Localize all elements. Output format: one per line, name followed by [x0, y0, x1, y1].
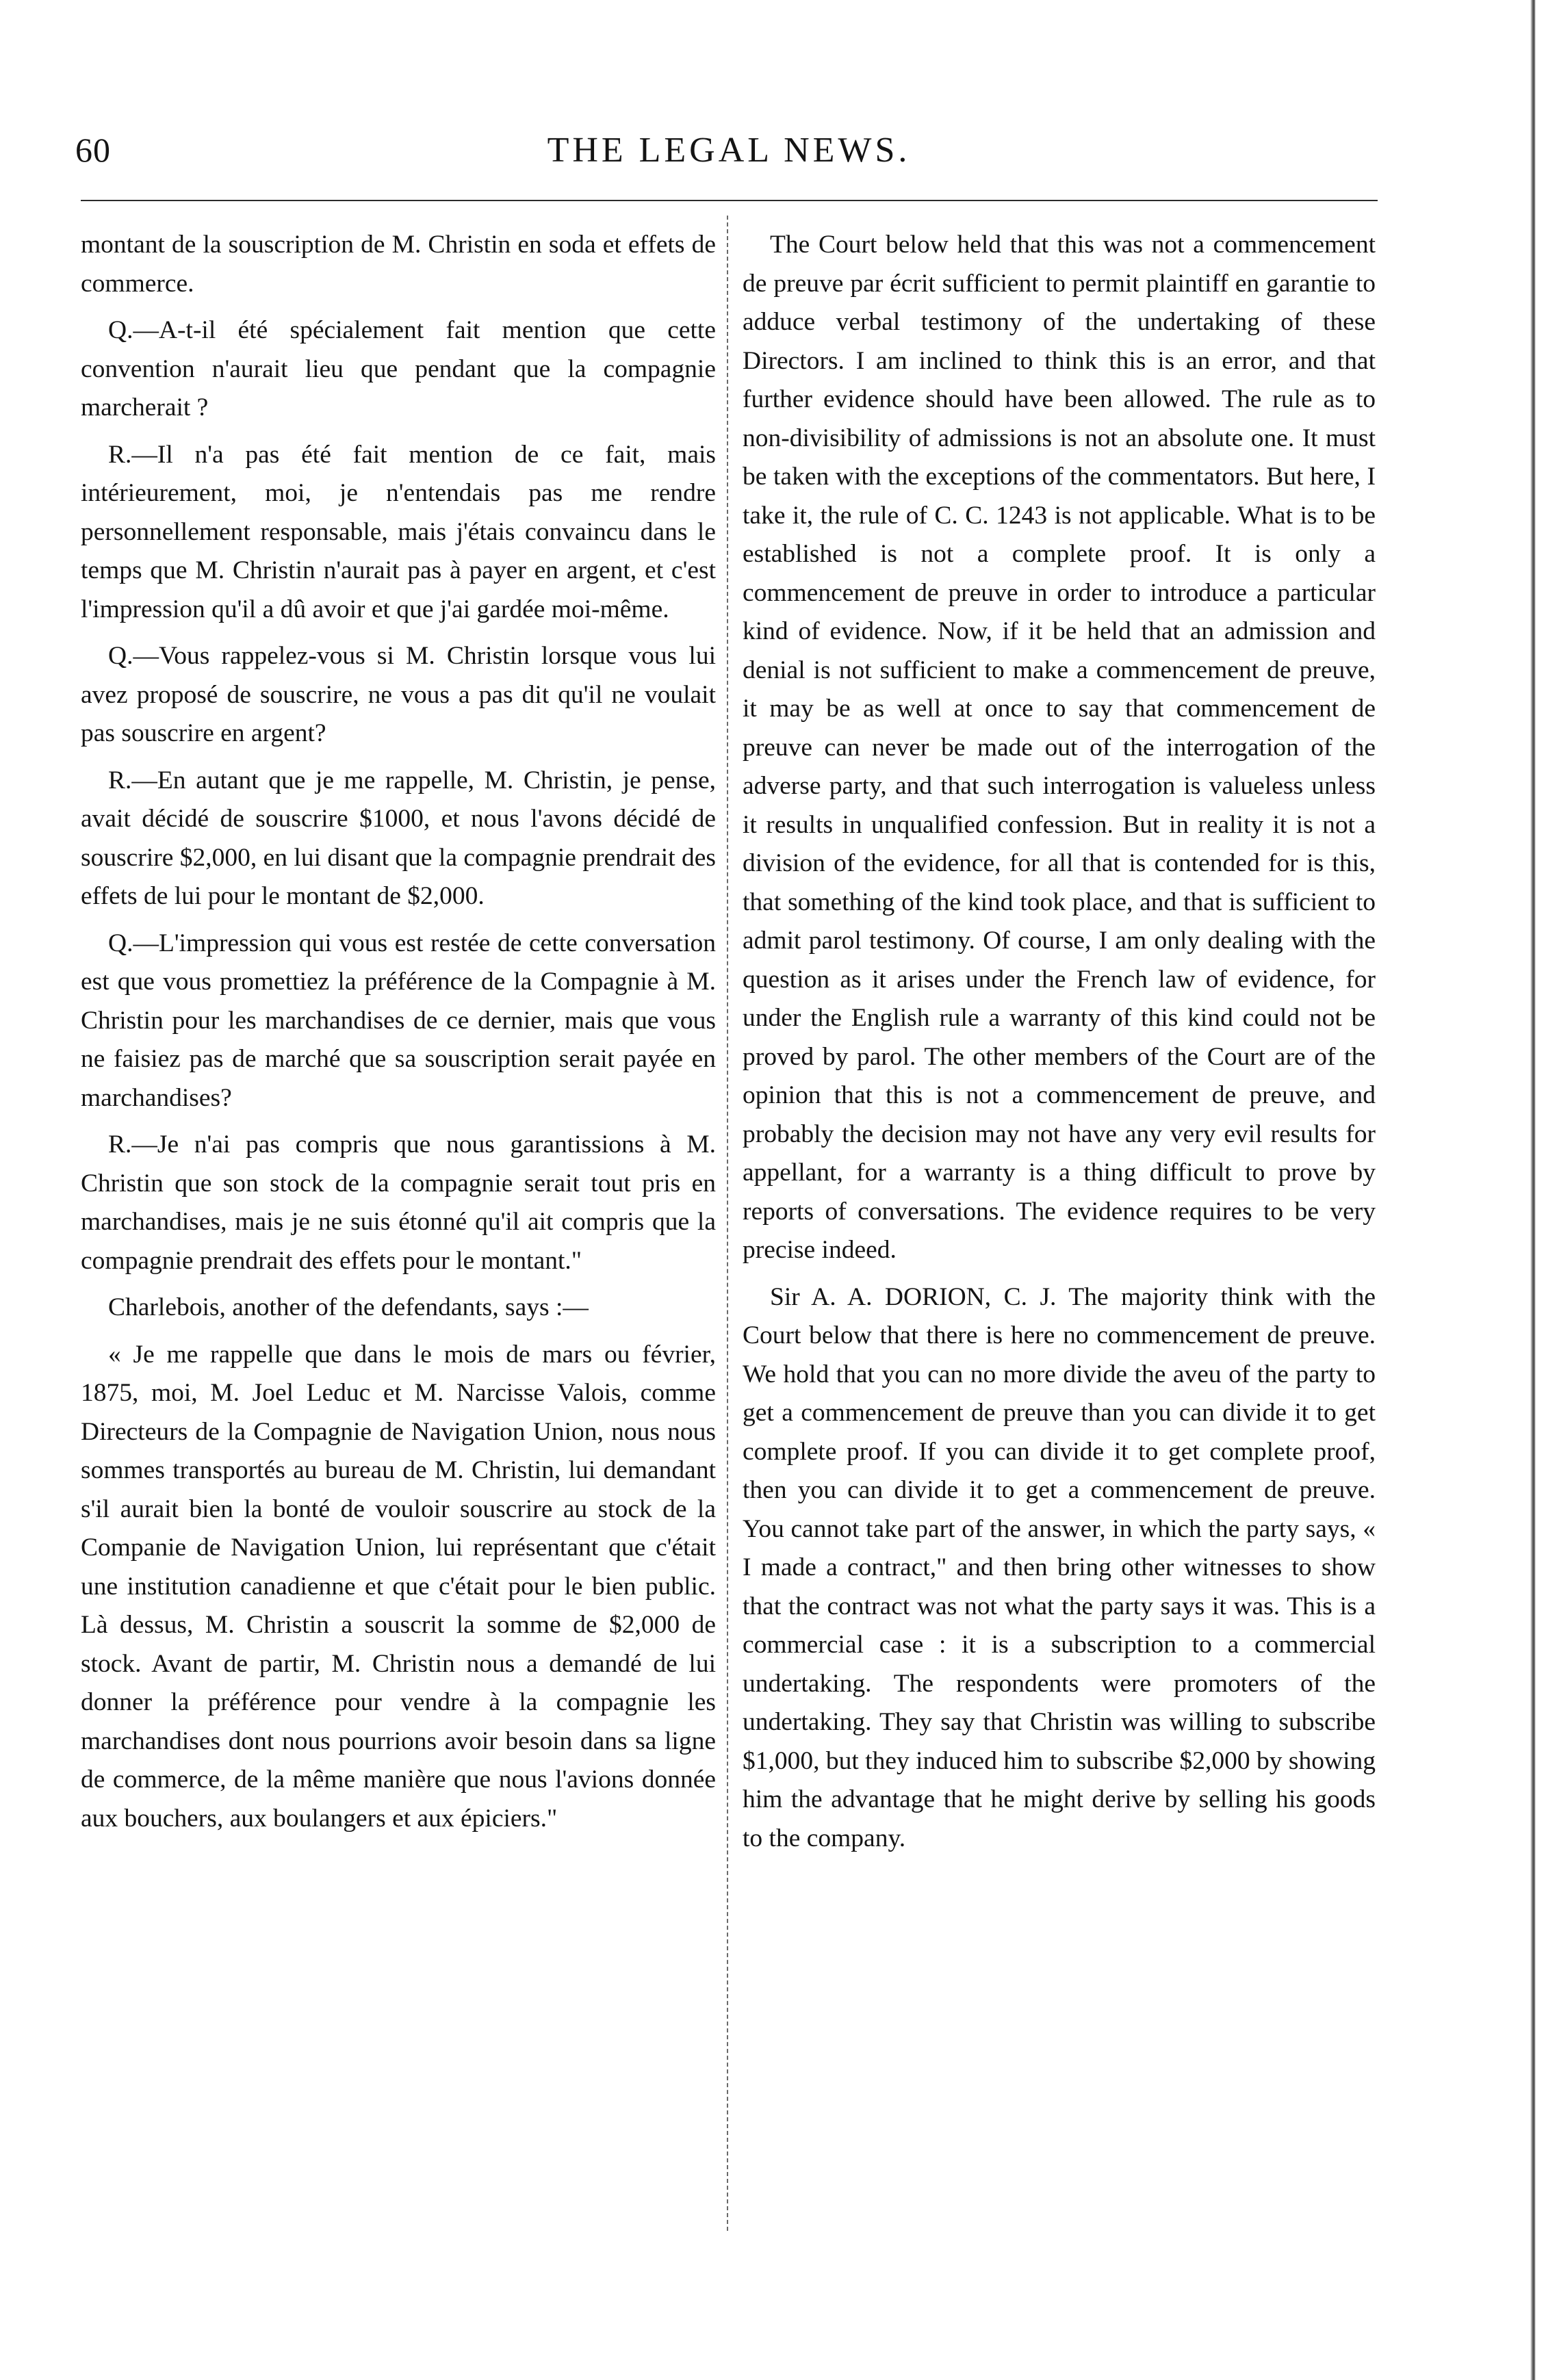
left-paragraph: R.—Je n'ai pas compris que nous garantissions à M. Christin que son stock de la compagnie serait tout pris en marchandises, mais je ne suis étonné qu'il ait compris que la compagnie prendrait des effets pour le montant." [81, 1130, 716, 1275]
header-rule [81, 200, 1378, 201]
left-paragraph: Q.—A-t-il été spécialement fait mention que cette convention n'aurait lieu que pendant que la compagnie marcherait ? [81, 316, 716, 422]
running-head [75, 130, 1382, 178]
column-divider [727, 216, 730, 2231]
journal-title: THE LEGAL NEWS. [547, 131, 911, 170]
left-paragraph: R.—En autant que je me rappelle, M. Christin, je pense, avait décidé de souscrire $1000, et nous l'avons décidé de souscrire $2,000, en lui disant que la compagnie prendrait des effets de lui pour le montant de $2,000. [81, 766, 716, 910]
left-paragraph: Charlebois, another of the defendants, says :— [108, 1293, 589, 1321]
right-column [743, 226, 1376, 1866]
left-paragraph: R.—Il n'a pas été fait mention de ce fait, mais intérieurement, moi, je n'entendais pas me rendre personnellement responsable, mais j'étais convaincu dans le temps que M. Christin n'aurait pas à payer en argent, et c'est l'impression qu'il a dû avoir et que j'ai gardée moi-même. [81, 440, 716, 623]
left-paragraph: montant de la souscription de M. Christin en soda et effets de commerce. [81, 231, 716, 298]
left-paragraph: « Je me rappelle que dans le mois de mars ou février, 1875, moi, M. Joel Leduc et M. Narcisse Valois, comme Directeurs de la Compagnie de Navigation Union, nous nous sommes transportés au bureau de M. Christin, lui demandant s'il aurait bien la bonté de vouloir souscrire au stock de la Companie de Navigation Union, lui représentant que c'était une institution canadienne et que c'était pour le bien public. Là dessus, M. Christin a souscrit la somme de $2,000 de stock. Avant de partir, M. Christin nous a demandé de lui donner la préférence pour vendre à la compagnie les marchandises dont nous pourrions avoir besoin dans sa ligne de commerce, de la même manière que nous l'avions donnée aux bouchers, aux boulangers et aux épiciers." [81, 1340, 716, 1833]
page-number: 60 [75, 131, 111, 169]
right-paragraph: Sir A. A. DORION, C. J. The majority think with the Court below that there is here no commencement de preuve. We hold that you can no more divide the aveu of the party to get a commencement de preuve than you can divide it to get complete proof. If you can divide it to get complete proof, then you can divide it to get a commencement de preuve. You cannot take part of the answer, in which the party says, « I made a contract," and then bring other witnesses to show that the contract was not what the party says it was. This is a commercial case : it is a subscription to a commercial undertaking. The respondents were promoters of the undertaking. They say that Christin was willing to subscribe $1,000, but they induced him to subscribe $2,000 by showing him the advantage that he might derive by selling his goods to the company. [743, 1282, 1376, 1852]
left-paragraph: Q.—L'impression qui vous est restée de cette conversation est que vous promettiez la préférence de la Compagnie à M. Christin pour les marchandises de ce dernier, mais que vous ne faisiez pas de marché que sa souscription serait payée en marchandises? [81, 929, 716, 1112]
left-paragraph: Q.—Vous rappelez-vous si M. Christin lorsque vous lui avez proposé de souscrire, ne vous a pas dit qu'il ne voulait pas souscrire en argent? [81, 642, 716, 747]
page-binding-edge [1530, 0, 1536, 2380]
left-column [81, 226, 716, 1846]
right-paragraph: The Court below held that this was not a commencement de preuve par écrit sufficient to permit plaintiff en garantie to adduce verbal testimony of the undertaking of these Directors. I am inclined to think this is an error, and that further evidence should have been allowed. The rule as to non-divisibility of admissions is not an absolute one. It must be taken with the exceptions of the commentators. But here, I take it, the rule of C. C. 1243 is not applicable. What is to be established is not a complete proof. It is only a commencement de preuve in order to introduce a particular kind of evidence. Now, if it be held that an admission and denial is not sufficient to make a commencement de preuve, it may be as well at once to say that commencement de preuve can never be made out of the interrogation of the adverse party, and that such interrogation is valueless unless it results in unqualified confession. But in reality it is not a division of the evidence, for all that is contended for is this, that something of the kind took place, and that is sufficient to admit parol testimony. Of course, I am only dealing with the question as it arises under the French law of evidence, for under the English rule a warranty of this kind could not be proved by parol. The other members of the Court are of the opinion that this is not a commencement de preuve, and probably the decision may not have any very evil results for appellant, for a warranty is a thing difficult to prove by reports of conversations. The evidence requires to be very precise indeed. [743, 231, 1376, 1264]
